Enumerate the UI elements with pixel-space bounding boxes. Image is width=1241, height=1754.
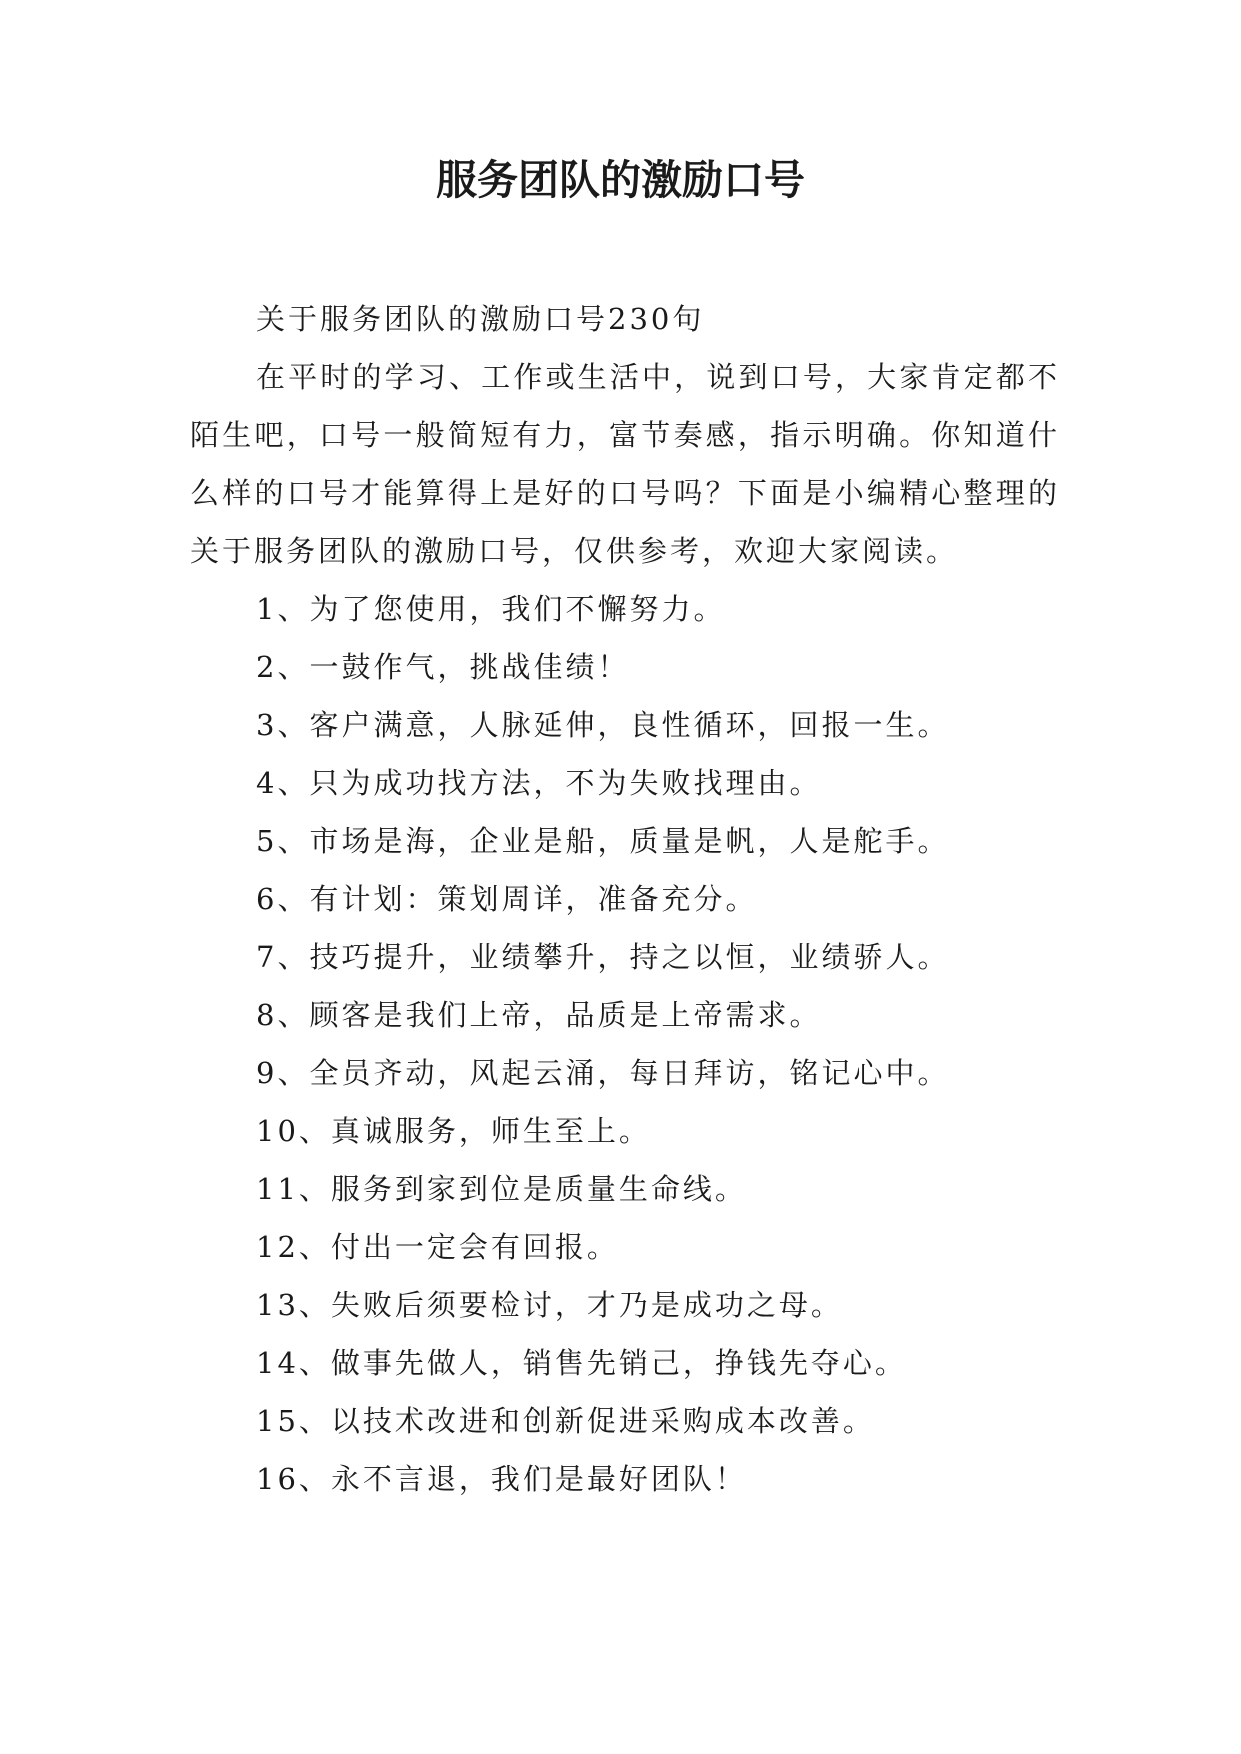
document-subtitle: 关于服务团队的激励口号230句 [256,302,705,336]
slogan-item: 14、做事先做人，销售先销己，挣钱先夺心。 [256,1346,907,1380]
slogan-item: 2、一鼓作气，挑战佳绩！ [256,650,630,684]
slogan-item: 11、服务到家到位是质量生命线。 [256,1172,747,1206]
slogan-item: 9、全员齐动，风起云涌，每日拜访，铭记心中。 [256,1056,950,1090]
slogan-item: 15、以技术改进和创新促进采购成本改善。 [256,1404,875,1438]
slogan-item: 1、为了您使用，我们不懈努力。 [256,592,726,626]
slogan-item: 5、市场是海，企业是船，质量是帆，人是舵手。 [256,824,950,858]
slogan-item: 10、真诚服务，师生至上。 [256,1114,651,1148]
slogan-item: 6、有计划：策划周详，准备充分。 [256,882,758,916]
slogan-item: 4、只为成功找方法，不为失败找理由。 [256,766,822,800]
document-body [190,290,1060,1508]
intro-paragraph: 在平时的学习、工作或生活中，说到口号，大家肯定都不陌生吧，口号一般简短有力，富节奏感，指示明确。你知道什么样的口号才能算得上是好的口号吗？下面是小编精心整理的关于服务团队的激励口号，仅供参考，欢迎大家阅读。 [190,360,1060,568]
slogan-item: 8、顾客是我们上帝，品质是上帝需求。 [256,998,822,1032]
document-title: 服务团队的激励口号 [436,156,805,204]
slogan-item: 12、付出一定会有回报。 [256,1230,619,1264]
slogan-item: 13、失败后须要检讨，才乃是成功之母。 [256,1288,843,1322]
slogan-item: 16、永不言退，我们是最好团队！ [256,1462,747,1496]
slogan-item: 3、客户满意，人脉延伸，良性循环，回报一生。 [256,708,950,742]
slogan-item: 7、技巧提升，业绩攀升，持之以恒，业绩骄人。 [256,940,950,974]
